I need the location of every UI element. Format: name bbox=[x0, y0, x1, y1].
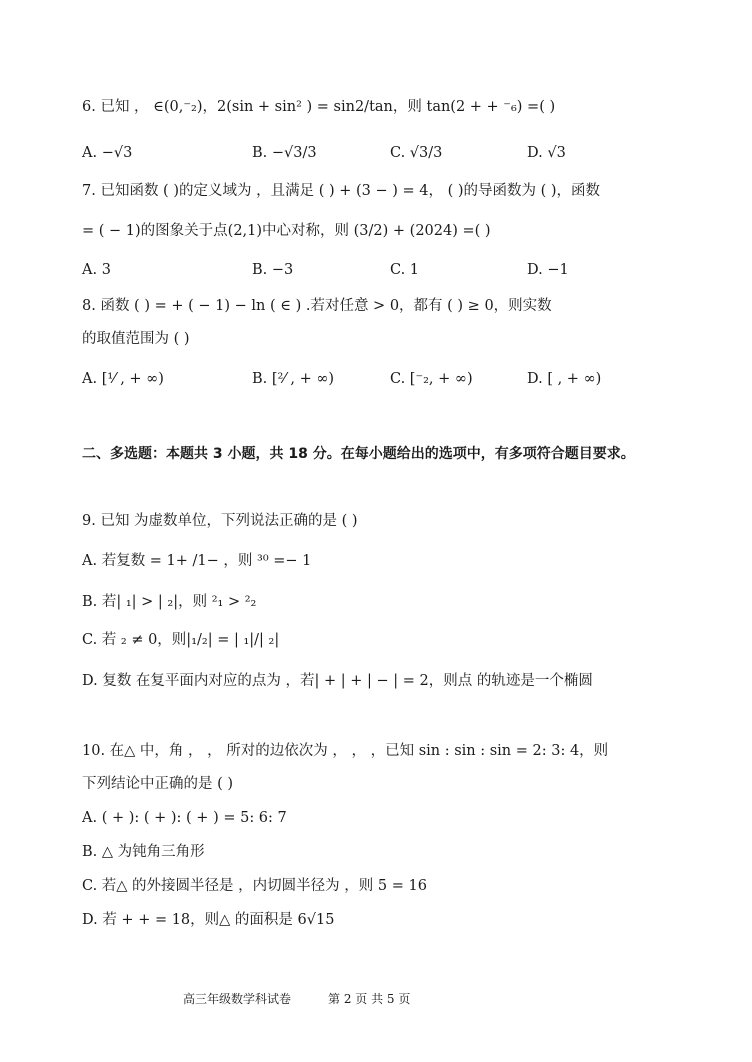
q9-option-c: C. 若 ₂ ≠ 0，则|₁/₂| = | ₁|/| ₂| bbox=[82, 632, 280, 648]
q10-option-b: B. △ 为钝角三角形 bbox=[82, 844, 205, 860]
footer-subject: 高三年级数学科试卷 bbox=[183, 992, 292, 1006]
q9-option-b: B. 若| ₁| > | ₂|，则 ²₁ > ²₂ bbox=[82, 594, 257, 610]
q8-option-a: A. [¹⁄ , + ∞) bbox=[82, 371, 164, 387]
q8-option-c: C. [⁻₂, + ∞) bbox=[390, 371, 473, 387]
q6-option-b: B. −√3/3 bbox=[252, 145, 317, 161]
section-2-heading: 二、多选题：本题共 3 小题，共 18 分。在每小题给出的选项中，有多项符合题目要求。 bbox=[82, 446, 635, 462]
q8-stem-line2: 的取值范围为 ( ) bbox=[82, 331, 190, 347]
q10-option-c: C. 若△ 的外接圆半径是 ，内切圆半径为 ，则 5 = 16 bbox=[82, 878, 427, 894]
q10-stem-line1: 10. 在△ 中，角 ， ， 所对的边依次为 ， ， ，已知 sin : sin : sin = 2: 3: 4，则 bbox=[82, 743, 609, 759]
q7-option-b: B. −3 bbox=[252, 262, 294, 278]
q6-stem: 6. 已知 ， ∈(0,⁻₂)，2(sin + sin² ) = sin2/tan，则 tan(2 + + ⁻₆) =( ) bbox=[82, 99, 556, 115]
q6-option-a: A. −√3 bbox=[82, 145, 133, 161]
q7-stem-line1: 7. 已知函数 ( )的定义域为 ，且满足 ( ) + (3 − ) = 4， ( )的导函数为 ( )，函数 bbox=[82, 183, 601, 199]
q10-option-a: A. ( + ): ( + ): ( + ) = 5: 6: 7 bbox=[82, 810, 287, 826]
q10-option-d: D. 若 + + = 18，则△ 的面积是 6√15 bbox=[82, 912, 335, 928]
q9-option-a: A. 若复数 = 1+ /1− ，则 ³⁰ =− 1 bbox=[82, 553, 312, 569]
q8-option-d: D. [ , + ∞) bbox=[527, 371, 602, 387]
q6-option-d: D. √3 bbox=[527, 145, 566, 161]
q9-stem: 9. 已知 为虚数单位，下列说法正确的是 ( ) bbox=[82, 513, 358, 529]
q10-stem-line2: 下列结论中正确的是 ( ) bbox=[82, 776, 234, 792]
q7-stem-line2: = ( − 1)的图象关于点(2,1)中心对称，则 (3/2) + (2024) =( ) bbox=[82, 223, 491, 239]
q8-stem-line1: 8. 函数 ( ) = + ( − 1) − ln ( ∈ ) .若对任意 > 0，都有 ( ) ≥ 0，则实数 bbox=[82, 298, 552, 314]
q7-option-d: D. −1 bbox=[527, 262, 569, 278]
q8-option-b: B. [²⁄ , + ∞) bbox=[252, 371, 335, 387]
q7-option-a: A. 3 bbox=[82, 262, 111, 278]
q7-option-c: C. 1 bbox=[390, 262, 420, 278]
q6-option-c: C. √3/3 bbox=[390, 145, 443, 161]
footer-page-number: 第 2 页 共 5 页 bbox=[328, 992, 411, 1006]
q9-option-d: D. 复数 在复平面内对应的点为 ，若| + | + | − | = 2，则点 的轨迹是一个椭圆 bbox=[82, 673, 593, 689]
